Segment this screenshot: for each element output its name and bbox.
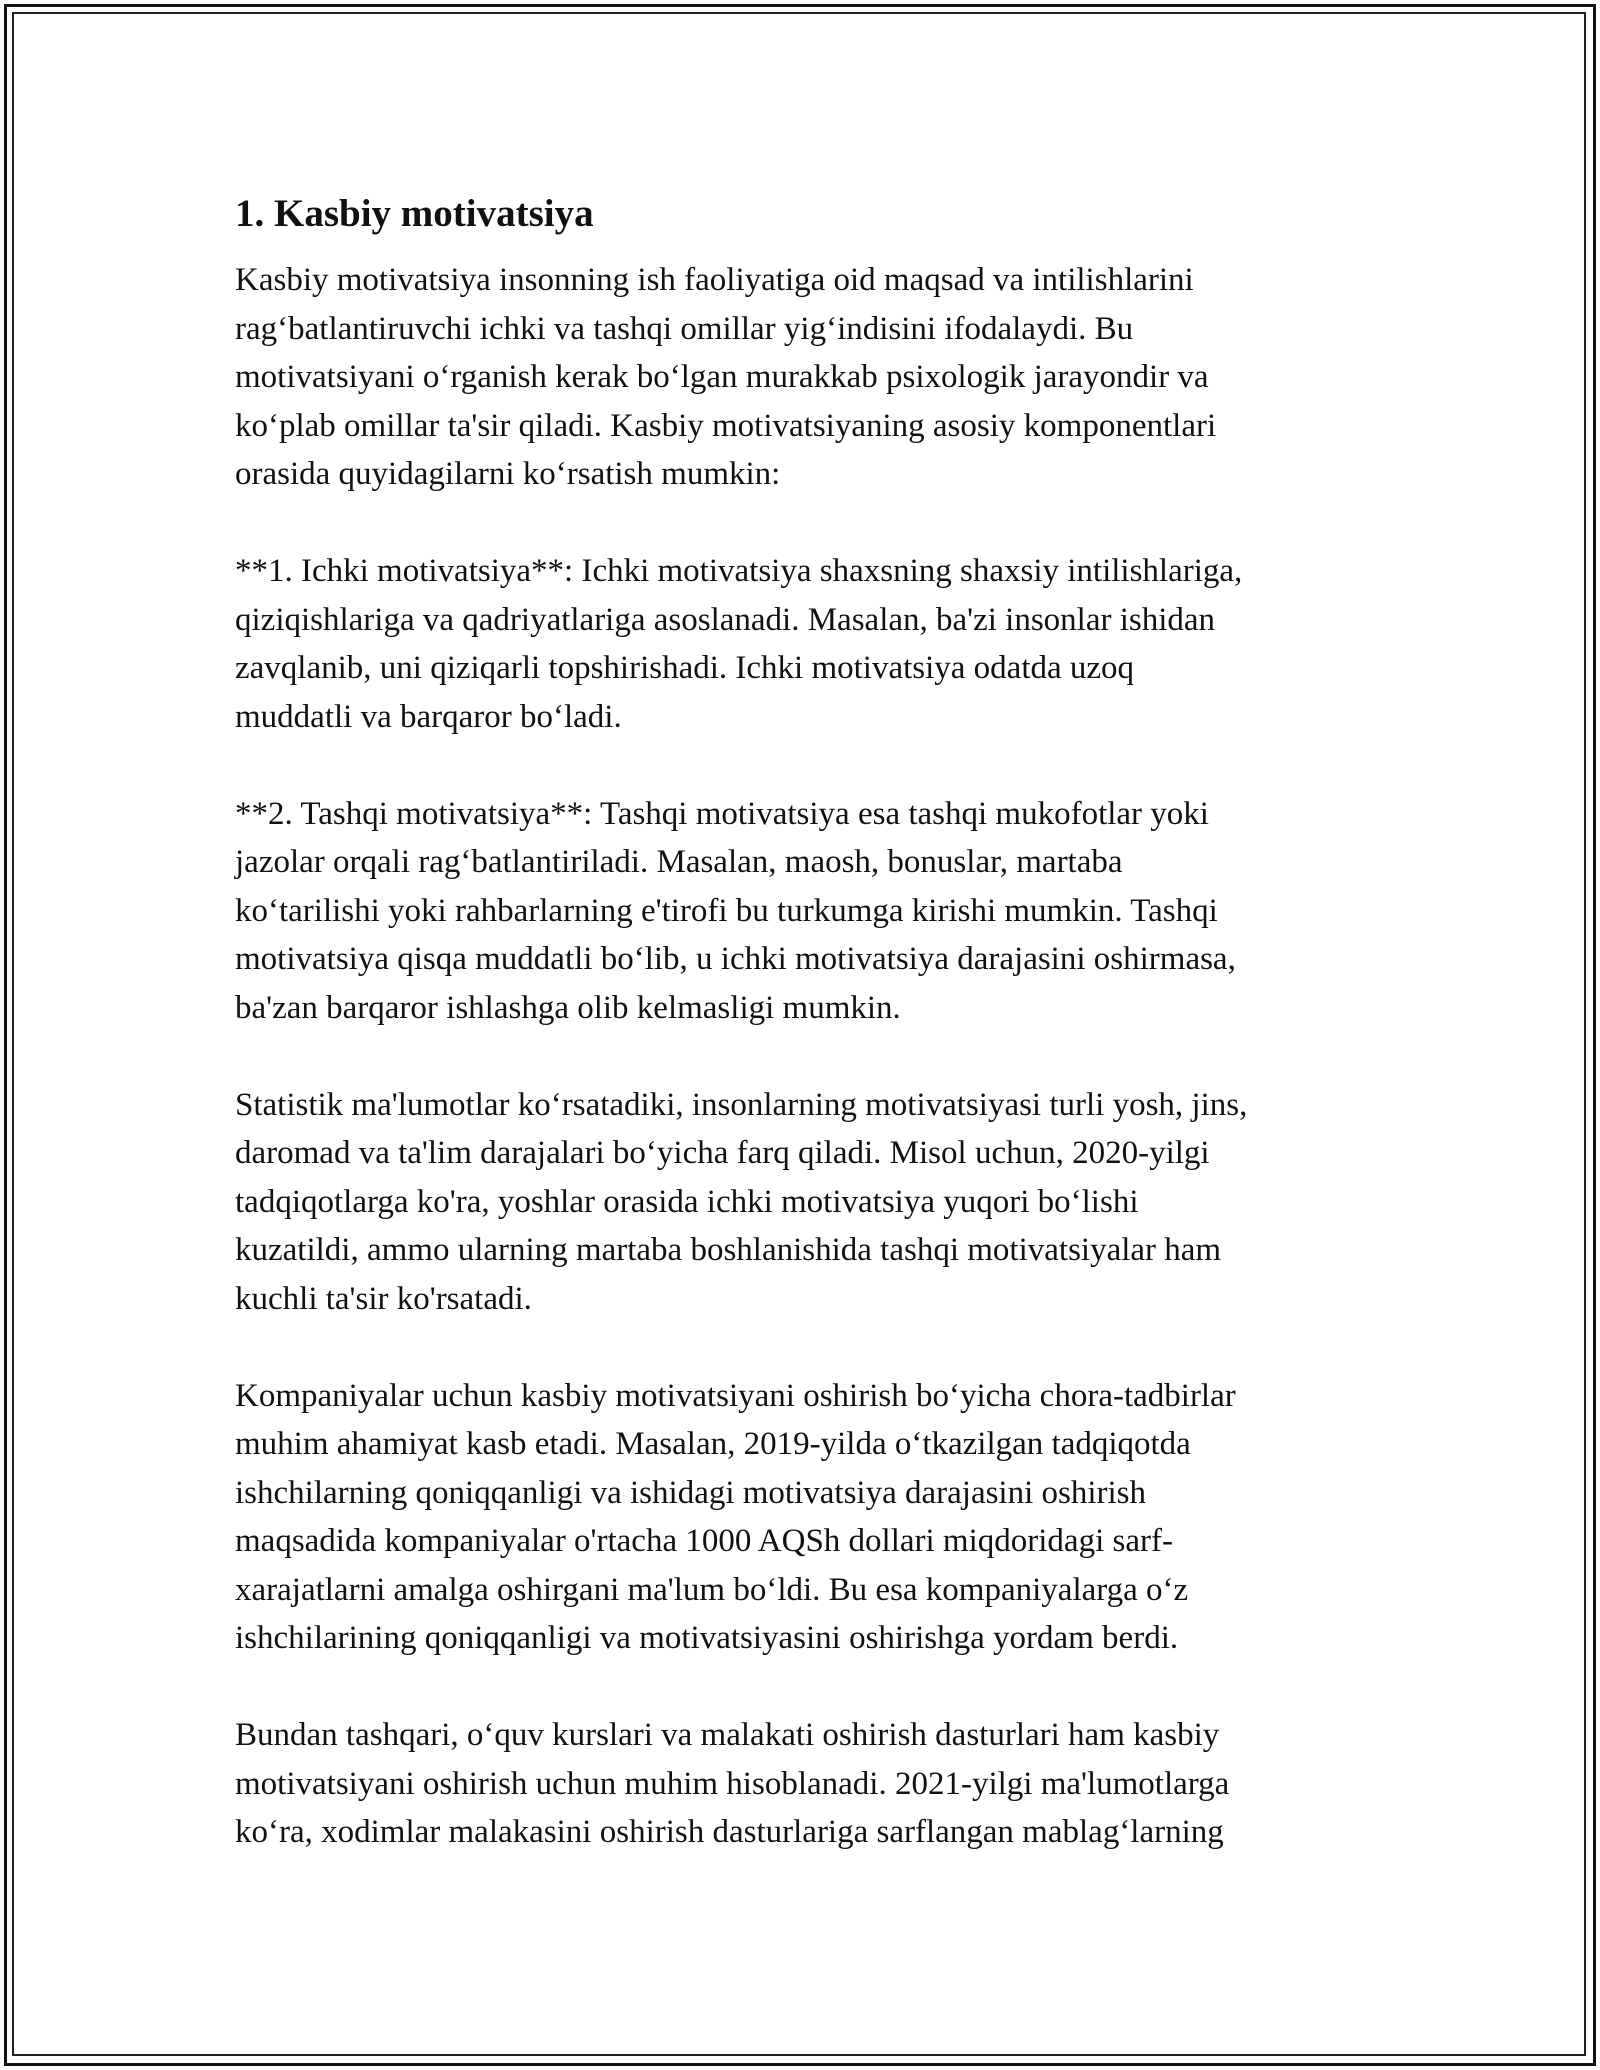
paragraph-extrinsic-motivation: **2. Tashqi motivatsiya**: Tashqi motivatsiya esa tashqi mukofotlar yoki jazolar orqali rag‘batlantiriladi. Masalan, maosh, bonuslar, martaba ko‘tarilishi yoki rahbarlarning e'tirofi bu turkumga kirishi mumkin. Tashqi motivatsiya qisqa muddatli bo‘lib, u ichki motivatsiya darajasini oshirmasa, ba'zan barqaror ishlashga olib kelmasligi mumkin. [235, 795, 1236, 1026]
section-title: 1. Kasbiy motivatsiya [235, 192, 594, 235]
paragraph-training: Bundan tashqari, o‘quv kurslari va malakati oshirish dasturlari ham kasbiy motivatsiyani oshirish uchun muhim hisoblanadi. 2021-yilgi ma'lumotlarga ko‘ra, xodimlar malakasini oshirish dasturlariga sarflangan mablag‘larning [235, 1717, 1230, 1850]
document-body [235, 186, 1385, 1905]
paragraph-intro: Kasbiy motivatsiya insonning ish faoliyatiga oid maqsad va intilishlarini rag‘batlantiruvchi ichki va tashqi omillar yig‘indisini ifodalaydi. Bu motivatsiyani o‘rganish kerak bo‘lgan murakkab psixologik jarayondir va ko‘plab omillar ta'sir qiladi. Kasbiy motivatsiyaning asosiy komponentlari orasida quyidagilarni ko‘rsatish mumkin: [235, 262, 1217, 492]
paragraph-statistics: Statistik ma'lumotlar ko‘rsatadiki, insonlarning motivatsiyasi turli yosh, jins, daromad va ta'lim darajalari bo‘yicha farq qiladi. Misol uchun, 2020-yilgi tadqiqotlarga ko'ra, yoshlar orasida ichki motivatsiya yuqori bo‘lishi kuzatildi, ammo ularning martaba boshlanishida tashqi motivatsiyalar ham kuchli ta'sir ko'rsatadi. [235, 1086, 1248, 1317]
paragraph-intrinsic-motivation: **1. Ichki motivatsiya**: Ichki motivatsiya shaxsning shaxsiy intilishlariga, qiziqishlariga va qadriyatlariga asoslanadi. Masalan, ba'zi insonlar ishidan zavqlanib, uni qiziqarli topshirishadi. Ichki motivatsiya odatda uzoq muddatli va barqaror bo‘ladi. [235, 553, 1243, 735]
paragraph-companies: Kompaniyalar uchun kasbiy motivatsiyani oshirish bo‘yicha chora-tadbirlar muhim ahamiyat kasb etadi. Masalan, 2019-yilda o‘tkazilgan tadqiqotda ishchilarning qoniqqanligi va ishidagi motivatsiya darajasini oshirish maqsadida kompaniyalar o'rtacha 1000 AQSh dollari miqdoridagi sarf- xarajatlarni amalga oshirgani ma'lum bo‘ldi. Bu esa kompaniyalarga o‘z ishchilarining qoniqqanligi va motivatsiyasini oshirishga yordam berdi. [235, 1377, 1236, 1656]
